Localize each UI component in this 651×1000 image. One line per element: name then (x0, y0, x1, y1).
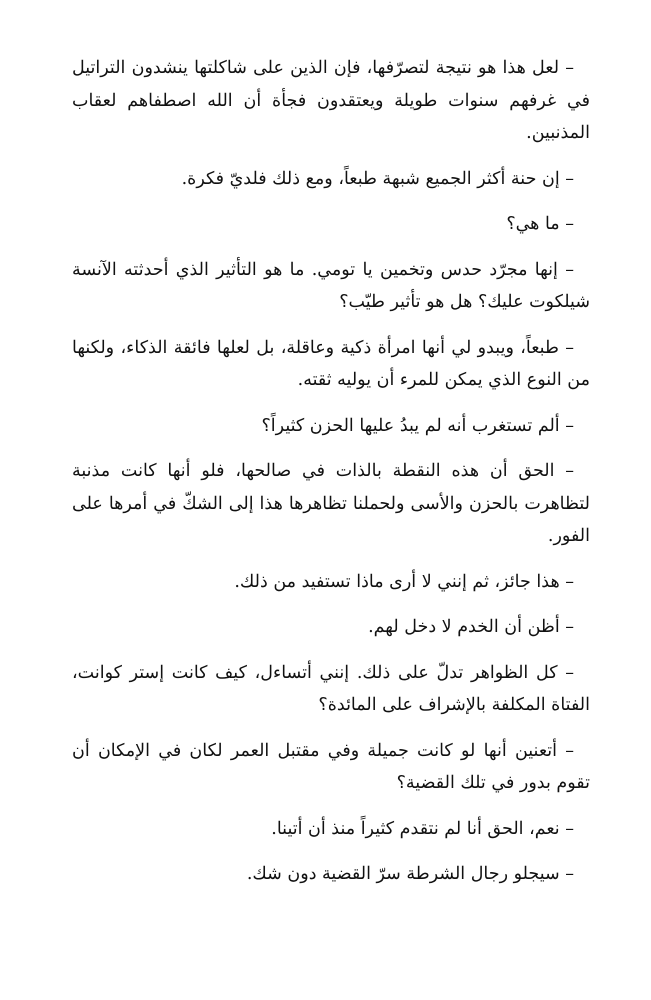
paragraph-12: – نعم، الحق أنا لم نتقدم كثيراً منذ أن أتينا. (271, 818, 574, 839)
paragraph-13: – سيجلو رجال الشرطة سرّ القضية دون شك. (246, 864, 574, 884)
book-page (72, 52, 590, 904)
paragraph-5: – طبعاً، ويبدو لي أنها امرأة ذكية وعاقلة، بل لعلها فائقة الذكاء، ولكنها من النوع الذي يمكن للمرء أن يوليه ثقته. (72, 337, 590, 390)
paragraph-8: – هذا جائز، ثم إنني لا أرى ماذا تستفيد من ذلك. (234, 571, 574, 592)
paragraph-6: – ألم تستغرب أنه لم يبدُ عليها الحزن كثيراً؟ (261, 415, 574, 436)
paragraph-7: – الحق أن هذه النقطة بالذات في صالحها، فلو أنها كانت مذنبة لتظاهرت بالحزن والأسى ولحملنا تظاهرها هذا إلى الشكّ في أمرها على الفور. (72, 461, 590, 546)
paragraph-2: – إن حنة أكثر الجميع شبهة طبعاً، ومع ذلك فلديّ فكرة. (181, 168, 574, 189)
paragraph-4: – إنها مجرّد حدس وتخمين يا تومي. ما هو التأثير الذي أحدثته الآنسة شيلكوت عليك؟ هل هو تأثير طيّب؟ (72, 259, 590, 312)
paragraph-10: – كل الظواهر تدلّ على ذلك. إنني أتساءل، كيف كانت إستر كوانت، الفتاة المكلفة بالإشراف على المائدة؟ (72, 662, 590, 715)
paragraph-9: – أظن أن الخدم لا دخل لهم. (368, 617, 574, 637)
paragraph-11: – أتعنين أنها لو كانت جميلة وفي مقتبل العمر لكان في الإمكان أن تقوم بدور في تلك القضية؟ (72, 740, 590, 793)
paragraph-3: – ما هي؟ (506, 214, 574, 234)
paragraph-1: – لعل هذا هو نتيجة لتصرّفها، فإن الذين على شاكلتها ينشدون التراتيل في غرفهم سنوات طويلة ويعتقدون فجأة أن الله اصطفاهم لعقاب المذنبين. (72, 58, 590, 143)
